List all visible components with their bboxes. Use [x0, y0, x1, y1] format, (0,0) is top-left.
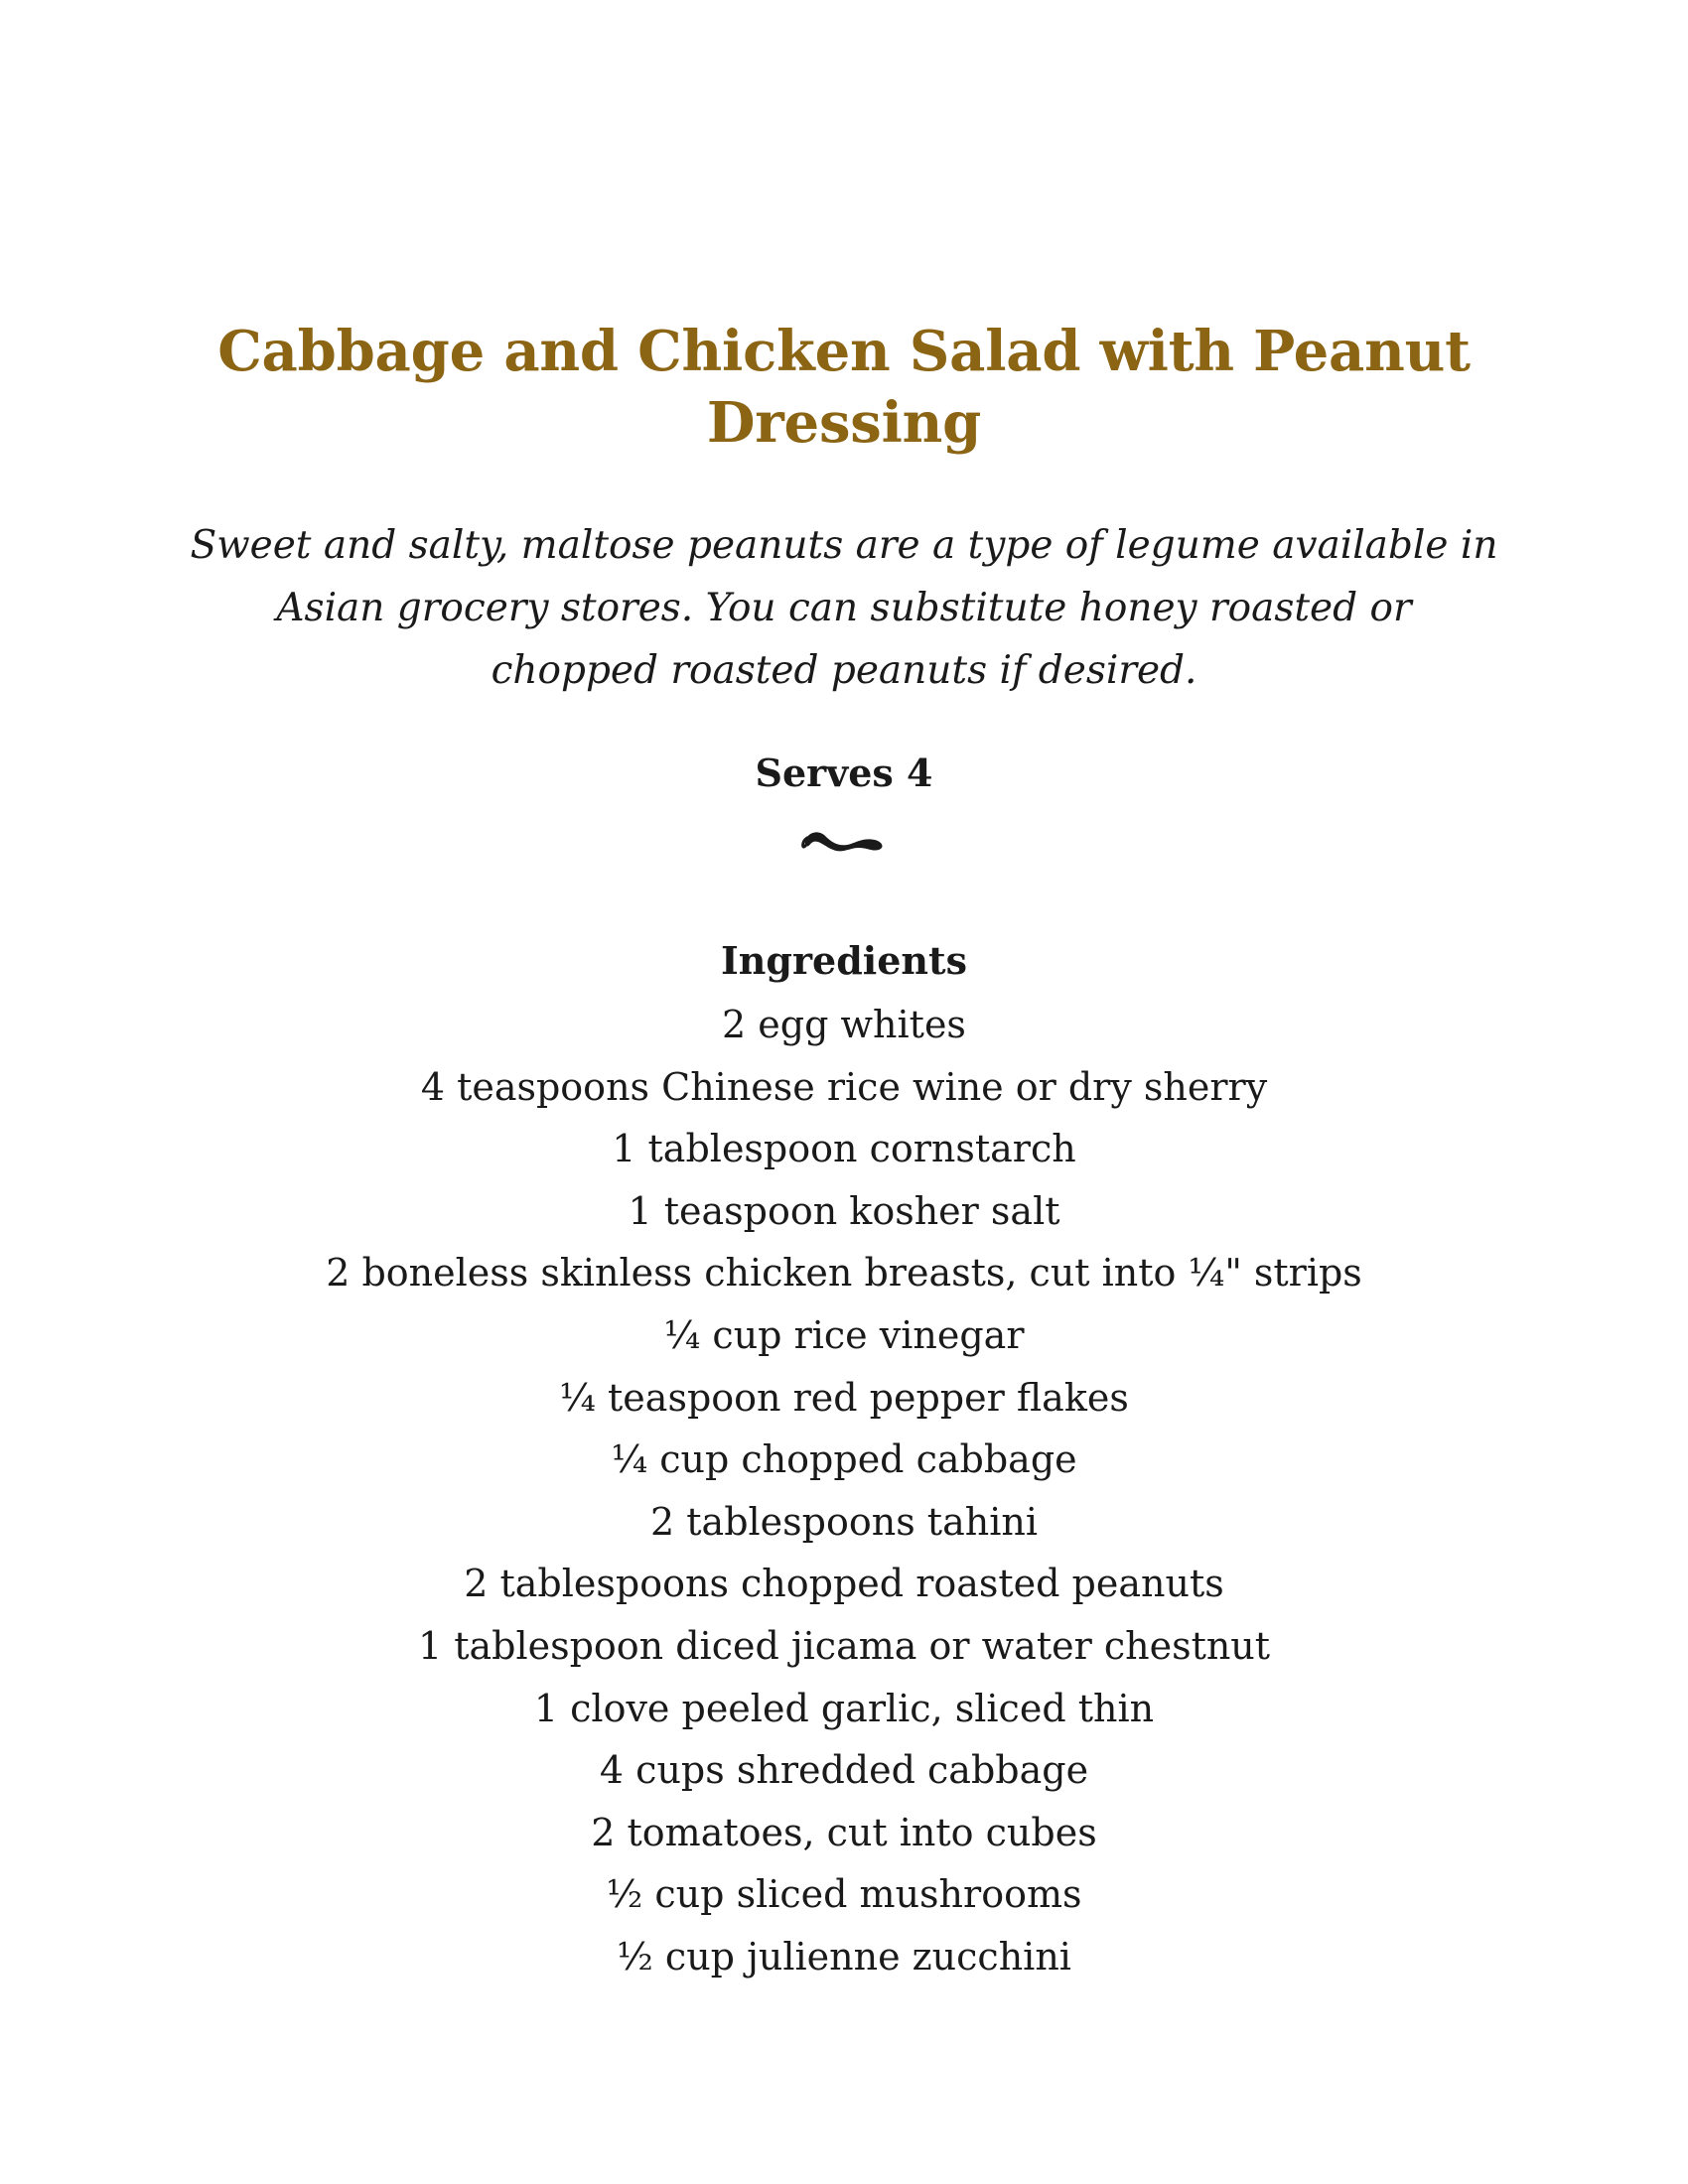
ingredient-item: ¼ teaspoon red pepper flakes	[559, 1375, 1129, 1420]
swash-ornament-icon	[799, 820, 889, 860]
ingredient-item: 2 tomatoes, cut into cubes	[591, 1810, 1097, 1854]
ingredients-list	[149, 994, 1539, 1988]
ingredient-item: 4 teaspoons Chinese rice wine or dry sherry	[420, 1064, 1268, 1109]
ingredient-item: ¼ cup chopped cabbage	[611, 1437, 1077, 1482]
ingredient-item: 4 cups shredded cabbage	[599, 1748, 1089, 1793]
ingredient-item: ½ cup julienne zucchini	[617, 1934, 1071, 1979]
ingredient-item: 1 tablespoon cornstarch	[612, 1127, 1076, 1171]
recipe-title: Cabbage and Chicken Salad with Peanut Dressing	[217, 319, 1471, 456]
ingredient-item: 1 clove peeled garlic, sliced thin	[533, 1686, 1155, 1730]
ingredient-item: ½ cup sliced mushrooms	[606, 1872, 1082, 1917]
ingredient-item: 2 tablespoons tahini	[650, 1499, 1038, 1544]
ingredient-item: 1 teaspoon kosher salt	[628, 1188, 1060, 1233]
ingredient-item: 2 tablespoons chopped roasted peanuts	[464, 1562, 1224, 1606]
ingredients-heading: Ingredients	[721, 938, 967, 983]
recipe-intro: Sweet and salty, maltose peanuts are a type of legume available in Asian grocery stores. You can substitute honey roasted or chopped roasted peanuts if desired.	[190, 523, 1498, 693]
ingredient-item: 1 tablespoon diced jicama or water chestnut	[417, 1623, 1271, 1668]
ingredient-item: 2 boneless skinless chicken breasts, cut into ¼" strips	[326, 1251, 1362, 1296]
ingredient-item: ¼ cup rice vinegar	[663, 1312, 1025, 1357]
ingredient-item: 2 egg whites	[722, 1003, 966, 1046]
serves-label: Serves 4	[755, 751, 933, 795]
